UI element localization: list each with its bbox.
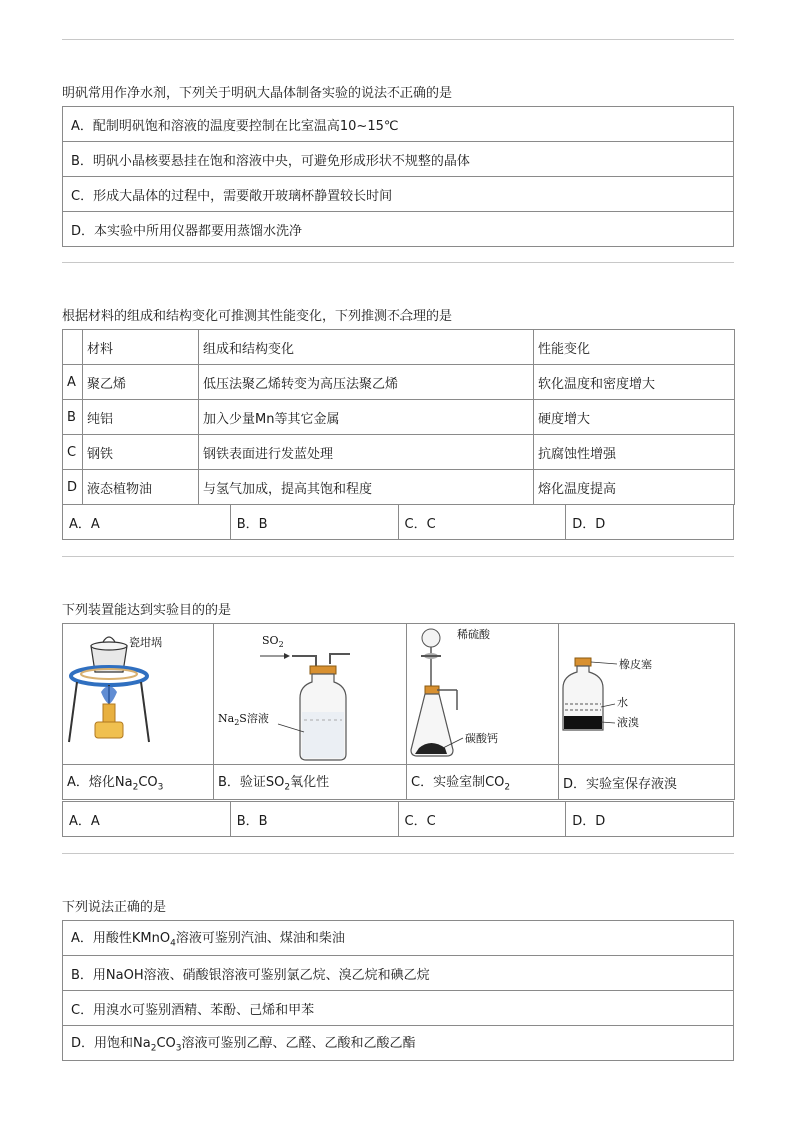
table-cell: 钢铁表面进行发蓝处理 <box>199 435 534 470</box>
option-a[interactable]: A．配制明矾饱和溶液的温度要控制在比室温高10~15℃ <box>63 107 734 142</box>
apparatus-b-cell <box>214 624 407 765</box>
table-cell: 钢铁 <box>83 435 199 470</box>
option-c[interactable]: C．形成大晶体的过程中，需要敞开玻璃杯静置较长时间 <box>63 177 734 212</box>
apparatus-c-cell <box>407 624 559 765</box>
crucible-tripod-diagram <box>63 624 214 764</box>
emphasis-dots <box>387 82 426 101</box>
label-crucible: 瓷坩埚 <box>129 636 162 649</box>
label-water: 水 <box>617 696 628 709</box>
bromine-bottle-diagram <box>559 624 735 764</box>
answer-d[interactable]: D．D <box>566 505 734 540</box>
answer-c[interactable]: C．C <box>398 802 566 837</box>
table-cell: 软化温度和密度增大 <box>534 365 735 400</box>
question-2-stem <box>62 305 452 324</box>
caption-a: A．熔化$Na_2CO_3$ <box>63 765 214 800</box>
question-4-options <box>62 920 734 1061</box>
table-row <box>63 400 735 435</box>
table-cell: C <box>63 435 83 470</box>
emphasis-dots <box>387 305 426 324</box>
answer-b[interactable]: B．B <box>230 505 398 540</box>
question-4-stem-text: 下列说法正确的是 <box>62 900 167 915</box>
answer-d[interactable]: D．D <box>566 802 734 837</box>
caption-c: C．实验室制$CO_2$ <box>407 765 559 800</box>
answer-b[interactable]: B．B <box>230 802 398 837</box>
table-cell: 低压法聚乙烯转变为高压法聚乙烯 <box>199 365 534 400</box>
separator-2 <box>62 556 734 557</box>
label-dilute-acid: 稀硫酸 <box>457 628 490 641</box>
table-cell: 抗腐蚀性增强 <box>534 435 735 470</box>
table-header-cell: 组成和结构变化 <box>199 330 534 365</box>
gas-bottle-diagram <box>214 624 407 764</box>
answer-a[interactable]: A．A <box>63 505 231 540</box>
label-so2: $SO_2$ <box>262 634 284 649</box>
table-cell: 与氢气加成，提高其饱和程度 <box>199 470 534 505</box>
question-1-stem <box>62 82 452 101</box>
question-2-answers <box>62 504 734 540</box>
label-calcium-carbonate: 碳酸钙 <box>465 732 498 745</box>
option-d[interactable]: D．用饱和$Na_2CO_3$溶液可鉴别乙醇、乙醛、乙酸和乙酸乙酯 <box>63 1026 734 1061</box>
label-liquid-bromine: 液溴 <box>617 716 639 729</box>
label-rubber-stopper: 橡皮塞 <box>619 658 652 671</box>
table-row <box>63 365 735 400</box>
question-3-answers <box>62 801 734 837</box>
table-cell: 纯铝 <box>83 400 199 435</box>
separator-top <box>62 39 734 40</box>
option-b[interactable]: B．明矾小晶核要悬挂在饱和溶液中央，可避免形成形状不规整的晶体 <box>63 142 734 177</box>
table-cell: B <box>63 400 83 435</box>
question-2-stem-text: 根据材料的组成和结构变化可推测其性能变化，下列推测 <box>62 309 388 324</box>
apparatus-d-cell <box>559 624 735 765</box>
apparatus-a-cell <box>63 624 214 765</box>
separator-1 <box>62 262 734 263</box>
question-3-apparatus-table <box>62 623 735 800</box>
table-header-cell: 材料 <box>83 330 199 365</box>
question-1-emphasis: 不正确 <box>387 86 427 101</box>
table-cell: A <box>63 365 83 400</box>
question-4-stem <box>62 896 166 915</box>
flask-funnel-diagram <box>407 624 559 764</box>
caption-b: B．验证$SO_2$氧化性 <box>214 765 407 800</box>
table-cell: 加入少量Mn等其它金属 <box>199 400 534 435</box>
question-3-stem <box>62 599 231 618</box>
question-1-stem-end: 的是 <box>426 86 453 101</box>
table-cell: 熔化温度提高 <box>534 470 735 505</box>
question-2-emphasis: 不合理 <box>387 309 427 324</box>
table-header-cell <box>63 330 83 365</box>
caption-d: D．实验室保存液溴 <box>559 765 735 800</box>
separator-3 <box>62 853 734 854</box>
table-header-cell: 性能变化 <box>534 330 735 365</box>
table-cell: 硬度增大 <box>534 400 735 435</box>
option-b[interactable]: B．用NaOH溶液、硝酸银溶液可鉴别氯乙烷、溴乙烷和碘乙烷 <box>63 956 734 991</box>
table-header-row <box>63 330 735 365</box>
option-d[interactable]: D．本实验中所用仪器都要用蒸馏水洗净 <box>63 212 734 247</box>
answer-c[interactable]: C．C <box>398 505 566 540</box>
option-c[interactable]: C．用溴水可鉴别酒精、苯酚、己烯和甲苯 <box>63 991 734 1026</box>
table-cell: D <box>63 470 83 505</box>
question-2-table <box>62 329 735 505</box>
table-row <box>63 435 735 470</box>
question-1-stem-text: 明矾常用作净水剂，下列关于明矾大晶体制备实验的说法 <box>62 86 388 101</box>
label-na2s: $Na_2S$溶液 <box>218 712 269 727</box>
question-1-options <box>62 106 734 247</box>
table-row <box>63 470 735 505</box>
answer-a[interactable]: A．A <box>63 802 231 837</box>
table-cell: 聚乙烯 <box>83 365 199 400</box>
question-2-stem-end: 的是 <box>426 309 453 324</box>
option-a[interactable]: A．用酸性KMnO$_4$溶液可鉴别汽油、煤油和柴油 <box>63 921 734 956</box>
table-cell: 液态植物油 <box>83 470 199 505</box>
question-3-stem-text: 下列装置能达到实验目的的是 <box>62 603 232 618</box>
